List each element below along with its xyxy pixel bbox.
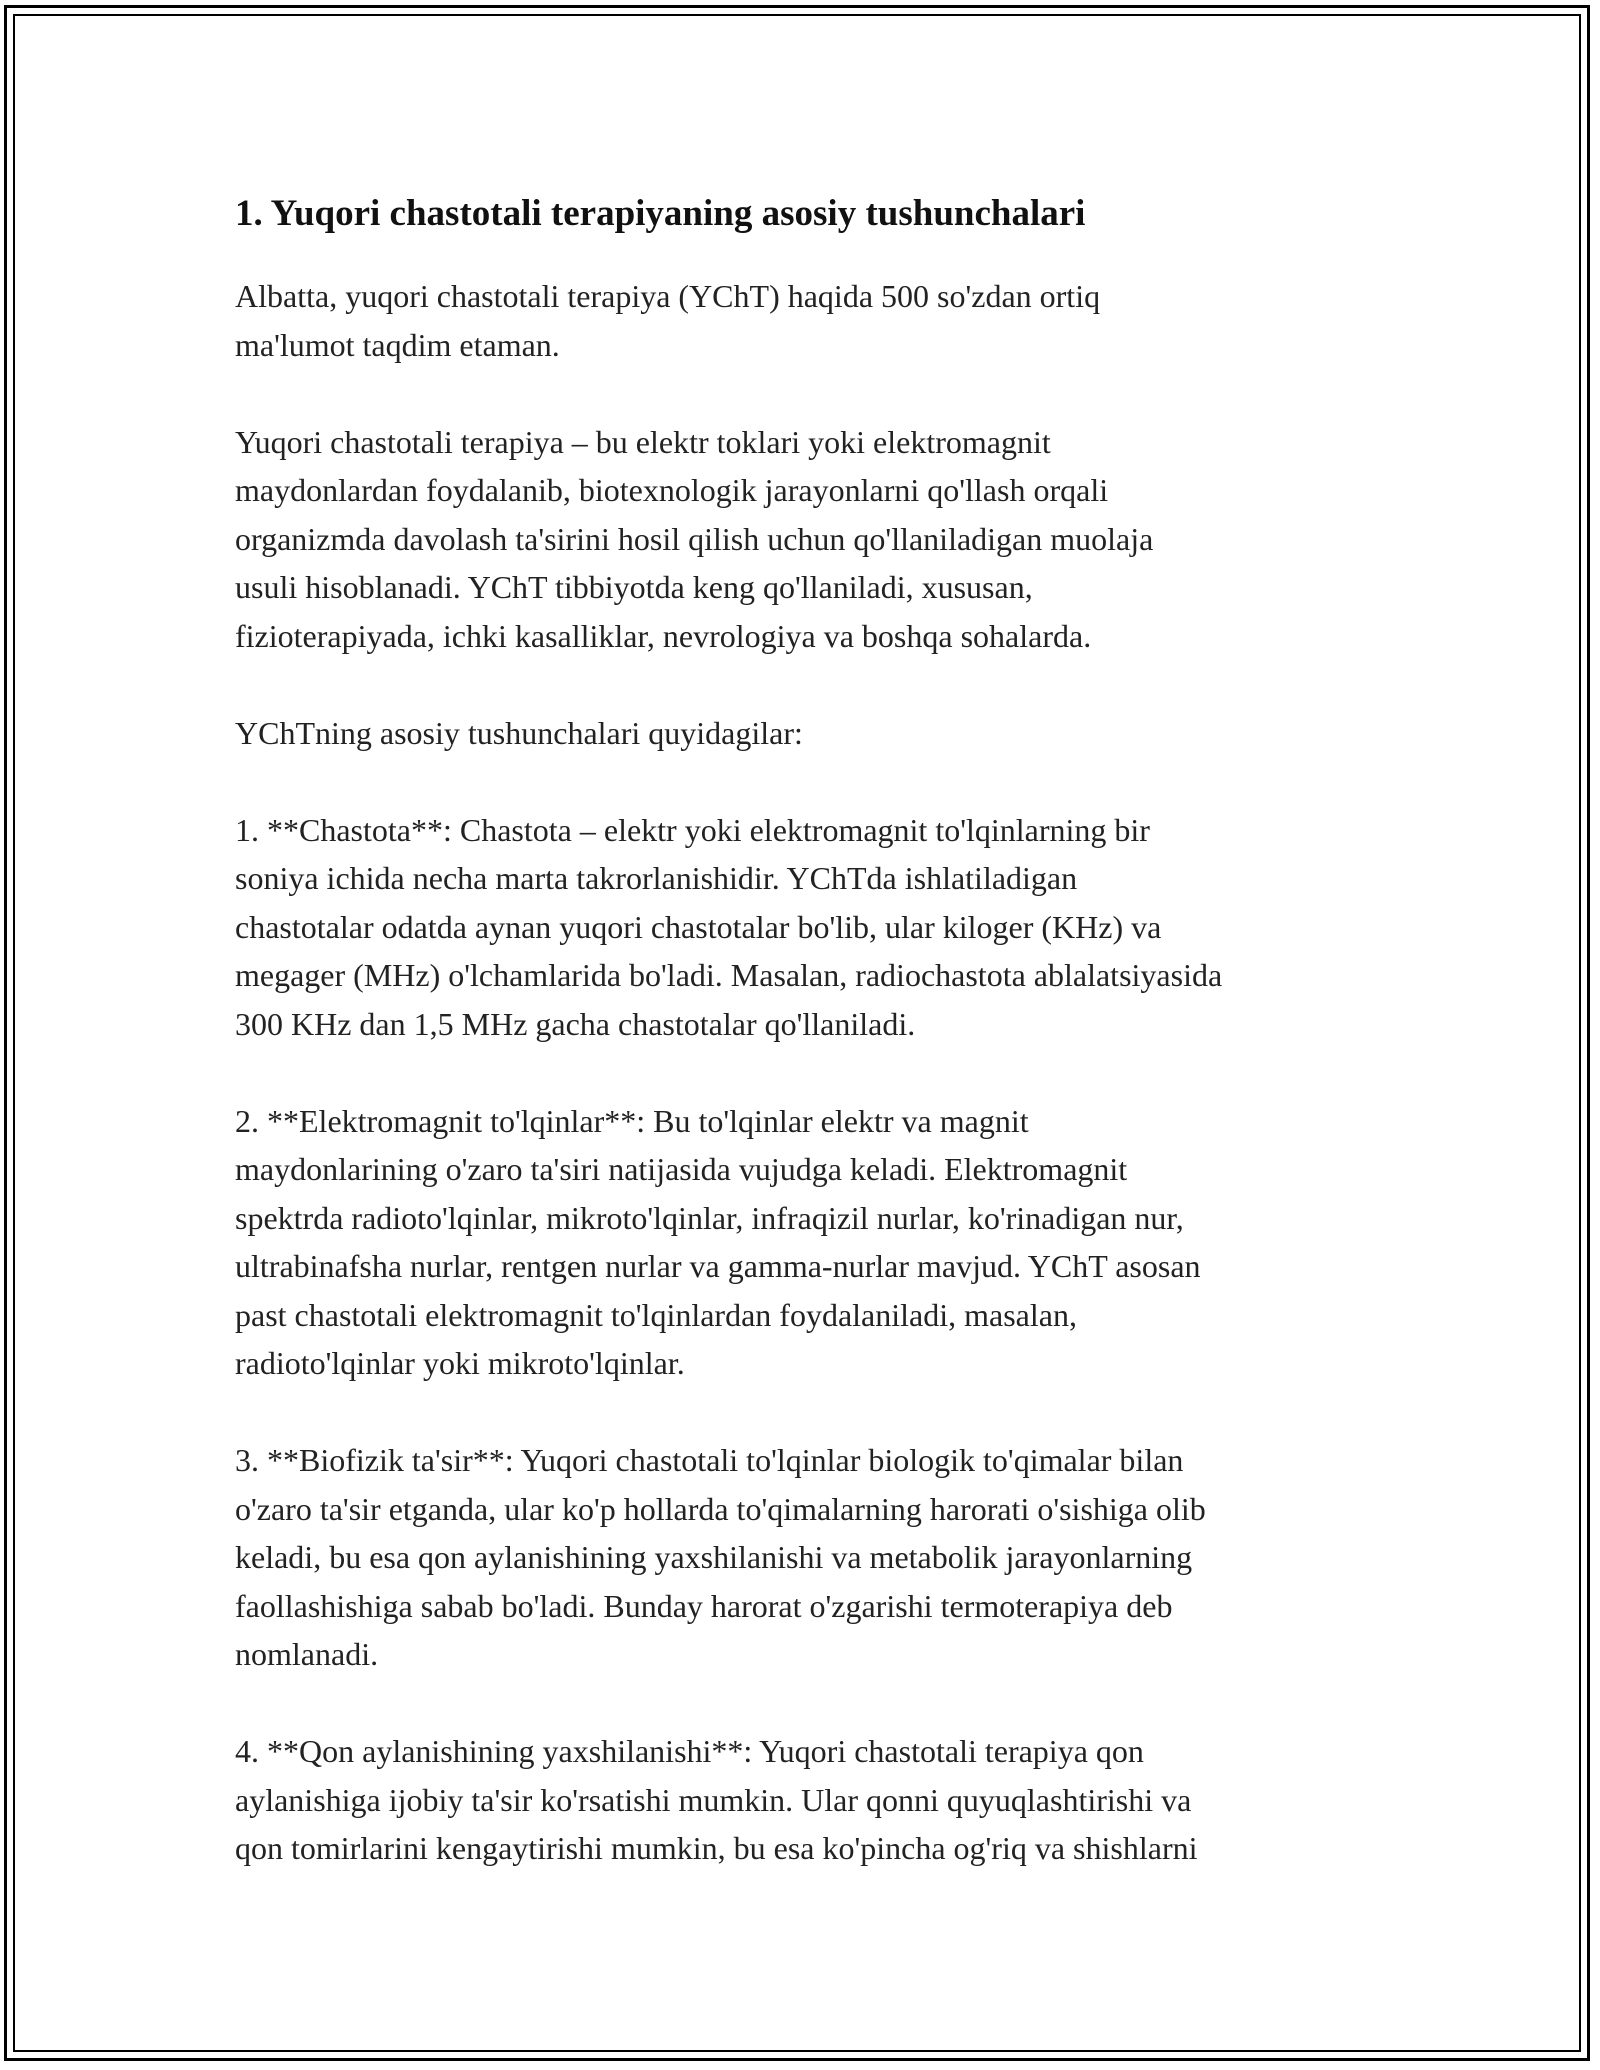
document-body-text: Albatta, yuqori chastotali terapiya (YChT) haqida 500 so'zdan ortiq ma'lumot taqdim etaman. Yuqori chastotali terapiya – bu elektr toklari yoki elektromagnit maydonlardan foydalanib, biotexnologik jarayonlarni qo'llash orqali organizmda davolash ta'sirini hosil qilish uchun qo'llaniladigan muolaja usuli hisoblanadi. YChT tibbiyotda keng qo'llaniladi, xususan, fizioterapiyada, ichki kasalliklar, nevrologiya va boshqa sohalarda. YChTning asosiy tushunchalari quyidagilar: 1. **Chastota**: Chastota – elektr yoki elektromagnit to'lqinlarning bir soniya ichida necha marta takrorlanishidir. YChTda ishlatiladigan chastotalar odatda aynan yuqori chastotalar bo'lib, ular kiloger (KHz) va megager (MHz) o'lchamlarida bo'ladi. Masalan, radiochastota ablalatsiyasida 300 KHz dan 1,5 MHz gacha chastotalar qo'llaniladi. 2. **Elektromagnit to'lqinlar**: Bu to'lqinlar elektr va magnit maydonlarining o'zaro ta'siri natijasida vujudga keladi. Elektromagnit spektrda radioto'lqinlar, mikroto'lqinlar, infraqizil nurlar, ko'rinadigan nur, ultrabinafsha nurlar, rentgen nurlar va gamma-nurlar mavjud. YChT asosan past chastotali elektromagnit to'lqinlardan foydalaniladi, masalan, radioto'lqinlar yoki mikroto'lqinlar. 3. **Biofizik ta'sir**: Yuqori chastotali to'lqinlar biologik to'qimalar bilan o'zaro ta'sir etganda, ular ko'p hollarda to'qimalarning harorati o'sishiga olib keladi, bu esa qon aylanishining yaxshilanishi va metabolik jarayonlarning faollashishiga sabab bo'ladi. Bunday harorat o'zgarishi termoterapiya deb nomlanadi. 4. **Qon aylanishining yaxshilanishi**: Yuqori chastotali terapiya qon aylanishiga ijobiy ta'sir ko'rsatishi mumkin. Ular qonni quyuqlashtirishi va qon tomirlarini kengaytirishi mumkin, bu esa ko'pincha og'riq va shishlarni [235,278,1223,1866]
document-content [235,186,1385,1873]
document-heading: 1. Yuqori chastotali terapiyaning asosiy tushunchalari [235,193,1086,234]
